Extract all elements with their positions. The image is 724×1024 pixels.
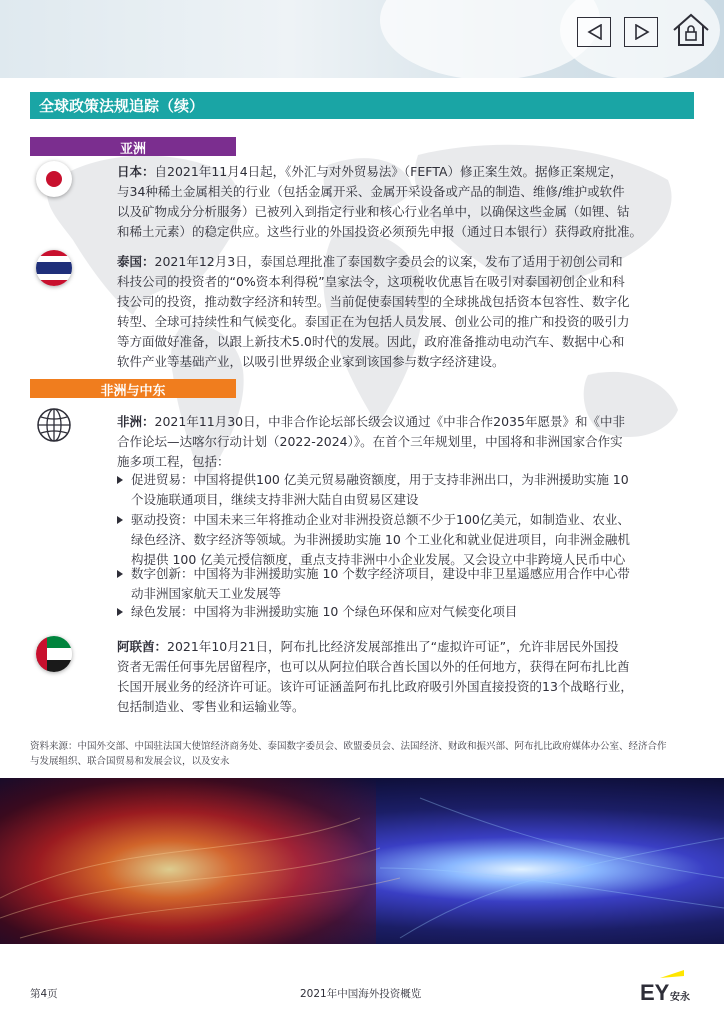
bullet-arrow-icon [117,608,123,616]
region-label-asia: 亚洲 [119,142,146,157]
text-line: 促进贸易：中国将提供100 亿美元贸易融资额度，用于支持非洲出口，为非洲援助实施 10 [131,472,629,487]
bullet-arrow-icon [117,476,123,484]
footer-title: 2021年中国海外投资概览 [300,988,422,1000]
thailand-name: 泰国： [117,254,155,269]
ey-logo-text: EY [640,980,670,1005]
text-line: 科技公司的投资者的“0%资本利得税”皇家法令，这项税收优惠旨在吸引对泰国初创企业和科 [117,274,625,289]
region-bar-africa-middle-east [30,379,236,398]
thailand-paragraph [117,252,697,372]
text-line: 2021年11月30日，中非合作论坛部长级会议通过《中非合作2035年愿景》和《中非 [154,414,625,429]
africa-paragraph [117,412,697,472]
japan-line-1 [117,162,697,182]
text-line: 绿色发展：中国将为非洲援助实施 10 个绿色环保和应对气候变化项目 [131,604,518,619]
bullet-arrow-icon [117,570,123,578]
text-line: 自2021年11月4日起，《外汇与对外贸易法》（FEFTA）修正案生效。据修正案规定， [154,164,623,179]
bullet-arrow-icon [117,516,123,524]
bullet-green [117,602,697,622]
text-line: 与发展组织、联合国贸易和发展会议，以及安永 [30,756,230,767]
region-label-africa-middle-east: 非洲与中东 [100,384,166,399]
previous-page-button[interactable] [577,17,611,47]
text-line: 包括制造业、零售业和运输业等。 [117,699,305,714]
text-line: 软件产业等基础产业，以吸引世界级企业家到该国参与数字经济建设。 [117,354,505,369]
decorative-digital-image [0,778,724,944]
text-line: 和稀土元素）的稳定供应。这些行业的外国投资必须预先申报（通过日本银行）获得政府批准。 [117,224,643,239]
text-line: 等方面做好准备，以跟上新技术5.0时代的发展。因此，政府准备推动电动汽车、数据中心和 [117,334,625,349]
bullet-digital [117,564,697,604]
light-streaks [0,778,724,944]
text-line: 2021年10月21日，阿布扎比经济发展部推出了“虚拟许可证”，允许非居民外国投 [167,639,619,654]
text-line: 转型、全球可持续性和气候变化。泰国正在为包括人员发展、创业公司的推广和投资的吸引力 [117,314,630,329]
japan-flag-icon [36,161,72,197]
text-line: 与34种稀土金属相关的行业（包括金属开采、金属开采设备或产品的制造、维修/维护或软件 [117,184,625,199]
japan-paragraph [117,162,697,242]
home-button[interactable] [671,10,711,50]
sources-note [30,739,694,769]
uae-flag-icon [36,636,72,672]
home-lock-icon [671,10,711,50]
uae-name: 阿联酋： [117,639,168,654]
text-line: 以及矿物成分分析服务）已被列入到指定行业和核心行业名单中，以确保这些金属（如锂、钴 [117,204,630,219]
uae-paragraph [117,637,697,717]
uae-line-1 [117,637,697,657]
section-title-bar [30,92,694,119]
text-line: 合作论坛—达喀尔行动计划（2022-2024）》。在首个三年规划里，中国将和非洲国家合作实 [117,434,623,449]
thailand-line-1 [117,252,697,272]
page-number: 第4页 [30,988,58,1000]
text-line: 绿色经济、数字经济等领域。为非洲援助实施 10 个工业化和就业促进项目，向非洲金融机 [131,532,630,547]
text-line: 数字创新：中国将为非洲援助实施 10 个数字经济项目，建设中非卫星遥感应用合作中心带 [131,566,630,581]
ey-logo-subtext: 安永 [670,992,690,1003]
top-banner [0,0,724,78]
text-line: 资料来源：中国外交部、中国驻法国大使馆经济商务处、泰国数字委员会、欧盟委员会、法国经济、财政和振兴部、阿布扎比政府媒体办公室、经济合作 [30,741,667,752]
bullet-trade [117,470,697,510]
globe-icon [36,407,72,443]
next-page-button[interactable] [624,17,658,47]
text-line: 长国开展业务的经济许可证。该许可证涵盖阿布扎比政府吸引外国直接投资的13个战略行业， [117,679,633,694]
text-line: 技公司的投资，推动数字经济和转型。当前促使泰国转型的全球挑战包括资本包容性、数字化 [117,294,630,309]
text-line: 2021年12月3日，泰国总理批准了泰国数字委员会的议案，发布了适用于初创公司和 [154,254,623,269]
text-line: 个设施联通项目，继续支持非洲大陆自由贸易区建设 [131,492,419,507]
thailand-flag-icon [36,250,72,286]
text-line: 驱动投资：中国未来三年将推动企业对非洲投资总额不少于100亿美元，如制造业、农业、 [131,512,630,527]
text-line: 施多项工程，包括： [117,454,230,469]
africa-name: 非洲： [117,414,155,429]
text-line: 动非洲国家航天工业发展等 [131,586,282,601]
bullet-investment [117,510,697,570]
africa-line-1 [117,412,697,432]
text-line: 资者无需任何事先居留程序，也可以从阿拉伯联合酋长国以外的任何地方，获得在阿布扎比酋 [117,659,630,674]
text-line: 构提供 100 亿美元授信额度，重点支持非洲中小企业发展。又会设立中非跨境人民币中心 [131,552,626,567]
region-bar-asia [30,137,236,156]
chevron-left-icon [586,24,604,40]
ey-logo [640,968,700,1005]
japan-name: 日本： [117,164,155,179]
section-title: 全球政策法规追踪（续） [39,97,205,115]
chevron-right-icon [633,24,651,40]
